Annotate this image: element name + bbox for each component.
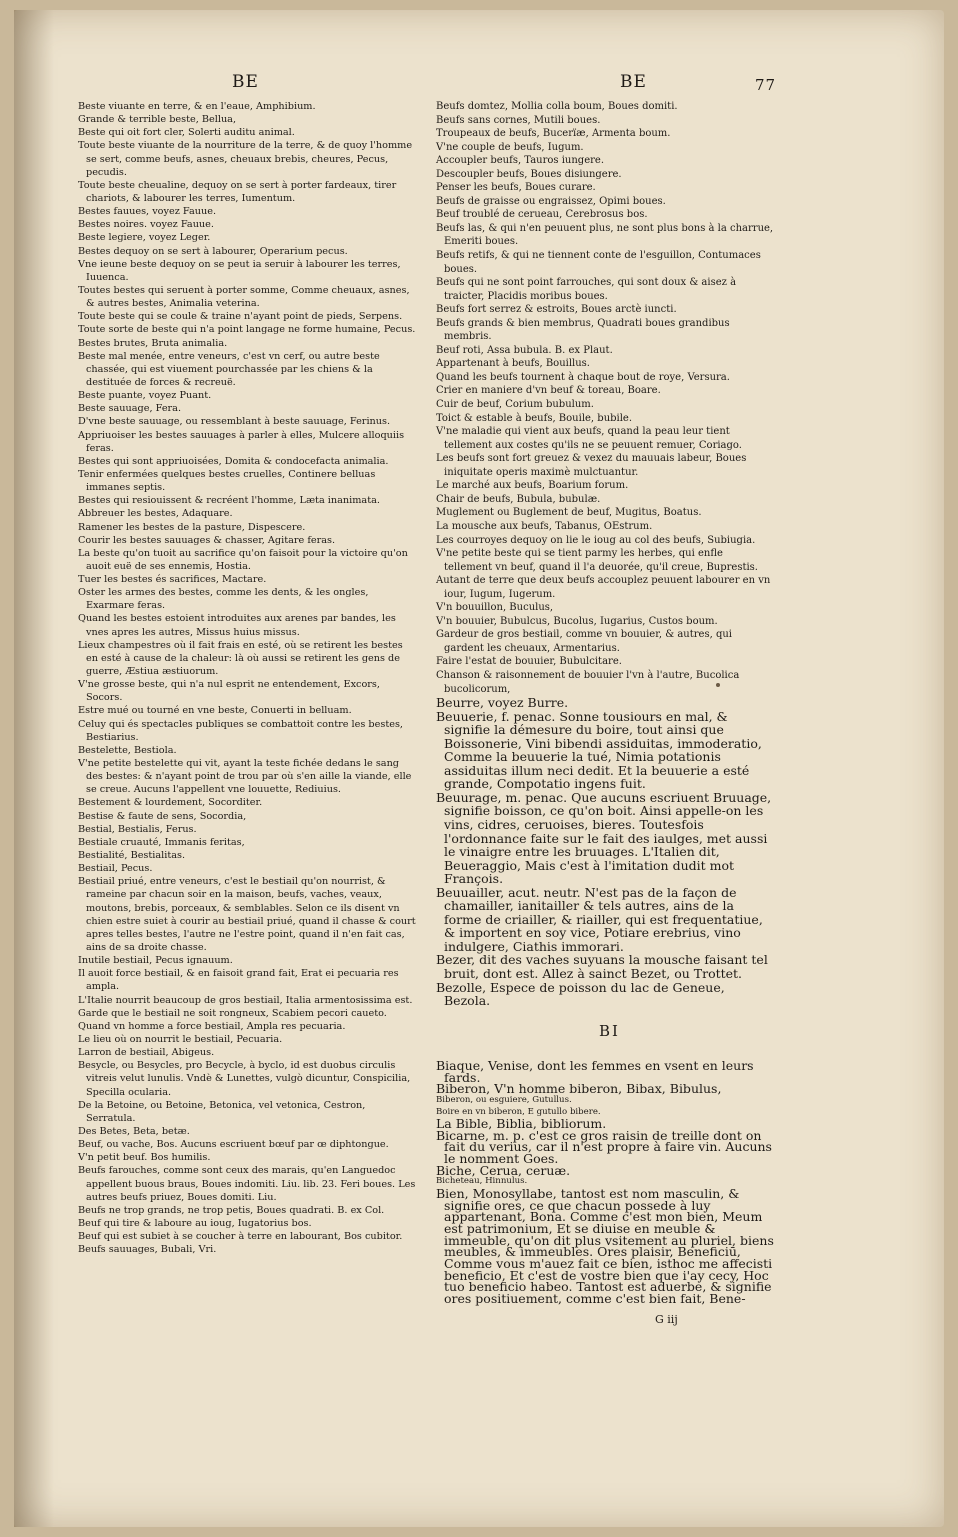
dictionary-entry: Garde que le bestiail ne soit rongneux, Scabiem pecori caueto. (78, 1007, 387, 1019)
dictionary-entry: Larron de bestiail, Abigeus. (78, 1047, 215, 1059)
dictionary-entry: Lieux champestres où il fait frais en esté, où se retirent les bestes en esté à cause de la chaleur: là où aussi se retirent les gens de guerre, Æstiua æstiuorum. (78, 639, 403, 678)
dictionary-entry: Toute beste qui se coule & traine n'ayant point de pieds, Serpens. (78, 311, 403, 323)
dictionary-entry: Des Betes, Beta, betæ. (78, 1125, 190, 1137)
dictionary-entry: Les beufs sont fort greuez & vexez du mauuais labeur, Boues iniquitate operis maximè mulctuantur. (436, 453, 747, 478)
dictionary-entry: Beufs domtez, Mollia colla boum, Boues domiti. (436, 101, 678, 112)
dictionary-entry: Bezolle, Espece de poisson du lac de Geneue, Bezola. (436, 979, 725, 1009)
dictionary-entry: Celuy qui és spectacles publiques se combattoit contre les bestes, Bestiarius. (78, 718, 403, 743)
dictionary-entry: Beuf troublé de cerueau, Cerebrosus bos. (436, 209, 648, 221)
ink-spot (716, 683, 720, 687)
dictionary-entry: Bestiail priué, entre veneurs, c'est le bestiail qu'on nourrist, & rameine par chacun soir en la maison, beufs, vaches, veaux, moutons, brebis, porceaux, & semblables. Selon ce ils disent vn chien estre suiet à courir au bestiail priué, quand il chasse & court apres telles bestes, l'autre ne l'estre point, quand il n'en fait cas, ains de sa droite chasse. (78, 876, 416, 953)
dictionary-entry: Autant de terre que deux beufs accouplez peuuent labourer en vn iour, Iugum, Iugerum. (436, 575, 771, 600)
dictionary-entry: Bestialité, Bestialitas. (78, 850, 186, 862)
dictionary-entry: Les courroyes dequoy on lie le ioug au col des beufs, Subiugia. (436, 534, 756, 546)
dictionary-entry: Toict & estable à beufs, Bouile, bubile. (436, 412, 633, 424)
left-column (78, 100, 416, 1256)
dictionary-entry: Troupeaux de beufs, Bucerïæ, Armenta boum. (436, 128, 671, 140)
dictionary-entry: V'ne maladie qui vient aux beufs, quand la peau leur tient tellement aux costes qu'ils ne se peuuent remuer, Coriago. (436, 426, 742, 451)
signature-mark: G iij (655, 1313, 678, 1326)
dictionary-entry: Chanson & raisonnement de bouuier l'vn à l'autre, Bucolica bucolicorum, (436, 669, 740, 695)
dictionary-entry: Biberon, V'n homme biberon, Bibax, Bibulus, (436, 1081, 722, 1097)
page-gutter-shadow (14, 10, 54, 1527)
dictionary-entry: Bestes qui resiouissent & recréent l'homme, Læta inanimata. (78, 495, 380, 507)
dictionary-entry: Beufs de graisse ou engraissez, Opimi boues. (436, 195, 666, 207)
dictionary-entry: Descoupler beufs, Boues disiungere. (436, 168, 622, 180)
dictionary-entry: Bestise & faute de sens, Socordia, (78, 810, 247, 822)
dictionary-entry: Bestes fauues, voyez Fauue. (78, 206, 217, 218)
dictionary-entry: Beste mal menée, entre veneurs, c'est vn cerf, ou autre beste chassée, qui est viuement pourchassée par les chiens & la destituée de forces & recreuë. (78, 350, 380, 388)
dictionary-entry: Beufs qui ne sont point farrouches, qui sont doux & aisez à traicter, Placidis moribus boues. (436, 277, 737, 302)
dictionary-entry: Beufs fort serrez & estroits, Boues arctè iuncti. (436, 304, 677, 316)
dictionary-entry: Bicarne, m. p. c'est ce gros raisin de treille dont on fait du verius, car il n'est propre à faire vin. Aucuns le nomment Goes. (436, 1127, 772, 1167)
dictionary-entry: Beuf qui est subiet à se coucher à terre en labourant, Bos cubitor. (78, 1231, 403, 1243)
dictionary-entry: Beufs sauuages, Bubali, Vri. (78, 1244, 217, 1256)
dictionary-entry: Accoupler beufs, Tauros iungere. (436, 155, 604, 167)
dictionary-entry: Biaque, Venise, dont les femmes en vsent en leurs fards. (436, 1058, 754, 1085)
dictionary-entry: Bestial, Bestialis, Ferus. (78, 823, 197, 835)
dictionary-entry: Tuer les bestes és sacrifices, Mactare. (78, 574, 267, 586)
dictionary-entry: Crier en maniere d'vn beuf & toreau, Boare. (436, 385, 661, 397)
dictionary-entry: Toute beste viuante de la nourriture de la terre, & de quoy l'homme se sert, comme beufs, asnes, cheuaux brebis, cheures, Pecus, pecudis. (78, 140, 413, 178)
dictionary-entry: Faire l'estat de bouuier, Bubulcitare. (436, 656, 622, 668)
dictionary-entry: La mousche aux beufs, Tabanus, OEstrum. (436, 520, 653, 532)
dictionary-entry: Cuir de beuf, Corium bubulum. (436, 399, 594, 411)
dictionary-entry: D'vne beste sauuage, ou ressemblant à beste sauuage, Ferinus. (78, 416, 391, 428)
dictionary-entry: Le lieu où on nourrit le bestiail, Pecuaria. (78, 1033, 283, 1045)
dictionary-entry: Beufs farouches, comme sont ceux des marais, qu'en Languedoc appellent buous braus, Boues indomiti. Liu. lib. 23. Feri boues. Les autres beufs priuez, Boues domiti. Liu. (78, 1165, 416, 1203)
dictionary-entry: Beufs sans cornes, Mutili boues. (436, 114, 601, 126)
dictionary-entry: Beufs retifs, & qui ne tiennent conte de l'esguillon, Contumaces boues. (436, 250, 761, 275)
dictionary-entry: Boire en vn biberon, E gutullo bibere. (436, 1106, 601, 1117)
dictionary-entry: Beuf roti, Assa bubula. B. ex Plaut. (436, 344, 613, 356)
dictionary-entry: Bien, Monosyllabe, tantost est nom masculin, & signifie ores, ce que chacun possede à luy appartenant, Bona. Comme c'est mon bien, Meum est patrimonium, Et se diuise en meuble & immeuble, qu'on dit plus vsitement au pluriel, biens meubles, & immeubles. Ores plaisir, Beneficiū, Comme vous m'auez fait ce bien, isthoc me affecisti beneficio, Et c'est de vostre bien que i'ay cecy, Hoc tuo beneficio habeo. Tantost est aduerbe, & signifie ores positiuement, comme c'est bien fait, Bene- (436, 1186, 774, 1306)
dictionary-entry: Beufs grands & bien membrus, Quadrati boues grandibus membris. (436, 317, 730, 343)
dictionary-entry: Beurre, voyez Burre. (436, 695, 569, 711)
dictionary-entry: Beufs las, & qui n'en peuuent plus, ne sont plus bons à la charrue, Emeriti boues. (436, 222, 774, 248)
section-header-bi: BI (599, 1022, 620, 1040)
dictionary-entry: Inutile bestiail, Pecus ignauum. (78, 955, 233, 967)
dictionary-entry: Quand vn homme a force bestiail, Ampla res pecuaria. (78, 1020, 346, 1032)
dictionary-entry: Appartenant à beufs, Bouillus. (436, 358, 590, 370)
left-running-header: BE (232, 72, 259, 92)
dictionary-entry: Tenir enfermées quelques bestes cruelles, Continere belluas immanes septis. (78, 468, 376, 494)
dictionary-entry: Bicheteau, Hinnulus. (436, 1176, 528, 1187)
dictionary-entry: Beste sauuage, Fera. (78, 403, 182, 415)
dictionary-entry: Beste viuante en terre, & en l'eaue, Amphibium. (78, 101, 316, 112)
dictionary-entry: V'n bouuier, Bubulcus, Bucolus, Iugarius, Custos boum. (436, 615, 718, 627)
bi-entries-column (436, 1060, 774, 1304)
dictionary-entry: La beste qu'on tuoit au sacrifice qu'on faisoit pour la victoire qu'on auoit euë de ses ennemis, Hostia. (78, 547, 408, 572)
dictionary-entry: Le marché aux beufs, Boarium forum. (436, 480, 629, 492)
dictionary-entry: Besycle, ou Besycles, pro Becycle, à byclo, id est duobus circulis vitreis velut lunulis. Vndè & Lunettes, vulgò dicuntur, Conspicilia, Specilla ocularia. (78, 1060, 411, 1098)
dictionary-entry: V'ne grosse beste, qui n'a nul esprit ne entendement, Excors, Socors. (78, 679, 380, 704)
dictionary-entry: Beuuailler, acut. neutr. N'est pas de la façon de chamailler, ianitailler & tels autres, ains de la forme de criailler, & riailler, qui est frequentatiue, & importent en soy vice, Potiare erebrius, vino indulgere, Ciathis immorari. (436, 884, 763, 954)
dictionary-entry: Beuf, ou vache, Bos. Aucuns escriuent bœuf par œ diphtongue. (78, 1139, 389, 1151)
dictionary-entry: Beufs ne trop grands, ne trop petis, Boues quadrati. B. ex Col. (78, 1204, 385, 1216)
dictionary-entry: Beuurage, m. penac. Que aucuns escriuent Bruuage, signifie boisson, ce qu'on boit. Ainsi appelle-on les vins, cidres, ceruoises, bieres. Toutesfois l'ordonnance faite sur le fait des iaulges, met aussi le vinaigre entre les bruuages. L'Italien dit, Beueraggio, Mais c'est à l'imitation dudit mot François. (436, 789, 772, 887)
dictionary-entry: Beste qui oit fort cler, Solerti auditu animal. (78, 127, 295, 139)
dictionary-entry: De la Betoine, ou Betoine, Betonica, vel vetonica, Cestron, Serratula. (78, 1099, 366, 1124)
dictionary-entry: Grande & terrible beste, Bellua, (78, 114, 237, 126)
dictionary-entry: Bestiail, Pecus. (78, 863, 153, 875)
dictionary-entry: Quand les bestes estoient introduites aux arenes par bandes, les vnes apres les autres, Missus huius missus. (78, 613, 396, 638)
dictionary-entry: Oster les armes des bestes, comme les dents, & les ongles, Exarmare feras. (78, 587, 369, 612)
dictionary-entry: Beuuerie, f. penac. Sonne tousiours en mal, & signifie la démesure du boire, tout ainsi que Boissonerie, Vini bibendi assiduitas, immoderatio, Comme la beuuerie la tué, Nimia potationis assiduitas illum neci dedit. Et la beuuerie a esté grande, Compotatio ingens fuit. (436, 708, 762, 792)
dictionary-entry: Abbreuer les bestes, Adaquare. (78, 508, 233, 520)
dictionary-entry: Beuf qui tire & laboure au ioug, Iugatorius bos. (78, 1217, 312, 1229)
dictionary-entry: L'Italie nourrit beaucoup de gros bestiail, Italia armentosissima est. (78, 994, 413, 1006)
dictionary-entry: V'ne couple de beufs, Iugum. (436, 141, 584, 153)
dictionary-entry: Bestement & lourdement, Socorditer. (78, 797, 263, 809)
dictionary-entry: Courir les bestes sauuages & chasser, Agitare feras. (78, 534, 336, 546)
dictionary-entry: Bestes brutes, Bruta animalia. (78, 337, 228, 349)
page-number: 77 (755, 76, 777, 94)
dictionary-entry: V'n bouuillon, Buculus, (436, 602, 554, 614)
dictionary-entry: Ramener les bestes de la pasture, Dispescere. (78, 521, 306, 533)
dictionary-entry: Bestes dequoy on se sert à labourer, Operarium pecus. (78, 245, 348, 257)
dictionary-entry: V'ne petite bestelette qui vit, ayant la teste fichée dedans le sang des bestes: & n'ayant point de trou par où s'en aille la viande, elle se creue. Aucuns l'appellent vne louuette, Rediuius. (78, 758, 412, 796)
dictionary-entry: Il auoit force bestiail, & en faisoit grand fait, Erat ei pecuaria res ampla. (78, 968, 399, 993)
right-running-header: BE (620, 72, 647, 92)
dictionary-entry: Estre mué ou tourné en vne beste, Conuerti in belluam. (78, 705, 352, 717)
dictionary-entry: Vne ieune beste dequoy on se peut ia seruir à labourer les terres, Iuuenca. (78, 258, 401, 283)
dictionary-entry: Quand les beufs tournent à chaque bout de roye, Versura. (436, 371, 730, 383)
dictionary-entry: Beste puante, voyez Puant. (78, 390, 212, 402)
dictionary-entry: Biche, Cerua, ceruæ. (436, 1162, 571, 1178)
right-column (436, 100, 774, 1008)
dictionary-entry: Bestelette, Bestiola. (78, 744, 177, 756)
dictionary-entry: Biberon, ou esguiere, Gutullus. (436, 1094, 572, 1105)
dictionary-entry: La Bible, Biblia, bibliorum. (436, 1116, 607, 1132)
dictionary-entry: Toute sorte de beste qui n'a point langage ne forme humaine, Pecus. (78, 324, 416, 336)
dictionary-entry: Chair de beufs, Bubula, bubulæ. (436, 493, 601, 505)
dictionary-entry: Bestiale cruauté, Immanis feritas, (78, 836, 245, 848)
dictionary-entry: Bezer, dit des vaches suyuans la mousche faisant tel bruit, dont est. Allez à sainct Bezet, ou Trottet. (436, 952, 768, 981)
dictionary-entry: Toute beste cheualine, dequoy on se sert à porter fardeaux, tirer chariots, & labourer les terres, Iumentum. (78, 179, 397, 204)
dictionary-entry: Penser les beufs, Boues curare. (436, 182, 596, 194)
dictionary-entry: V'n petit beuf. Bos humilis. (78, 1152, 211, 1164)
dictionary-entry: Bestes noires. voyez Fauue. (78, 219, 214, 231)
dictionary-entry: Muglement ou Buglement de beuf, Mugitus, Boatus. (436, 507, 702, 519)
dictionary-entry: Appriuoiser les bestes sauuages à parler à elles, Mulcere alloquiis feras. (78, 429, 405, 454)
dictionary-entry: Bestes qui sont appriuoisées, Domita & condocefacta animalia. (78, 455, 389, 467)
dictionary-entry: Gardeur de gros bestiail, comme vn bouuier, & autres, qui gardent les cheuaux, Armentarius. (436, 629, 732, 654)
dictionary-entry: Toutes bestes qui seruent à porter somme, Comme cheuaux, asnes, & autres bestes, Animalia veterina. (78, 284, 410, 310)
dictionary-entry: Beste legiere, voyez Leger. (78, 232, 211, 244)
dictionary-entry: V'ne petite beste qui se tient parmy les herbes, qui enfle tellement vn beuf, quand il l'a deuorée, qu'il creue, Buprestis. (436, 548, 758, 573)
